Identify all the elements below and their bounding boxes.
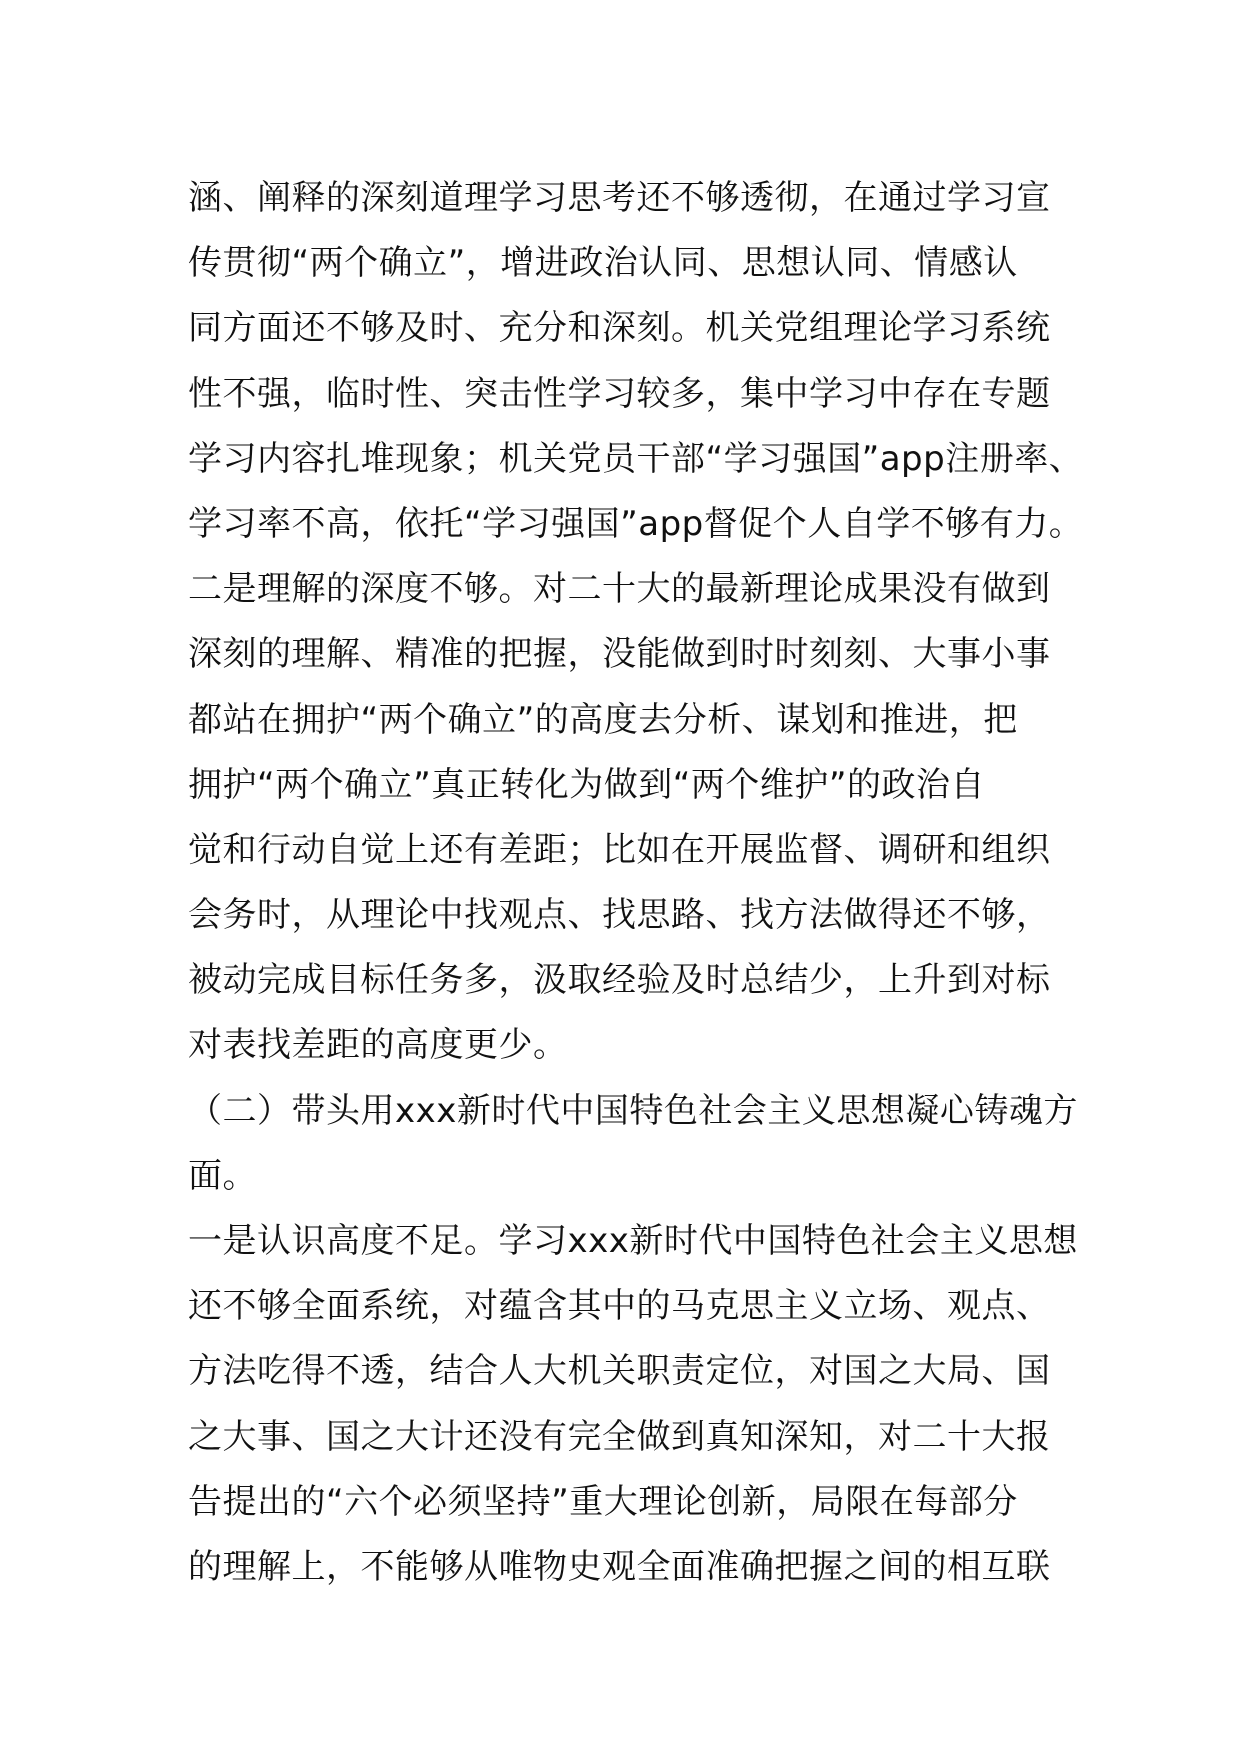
text-line: 还不够全面系统，对蕴含其中的马克思主义立场、观点、 — [188, 1286, 1051, 1327]
body-text — [188, 166, 1088, 1600]
text-line: 二是理解的深度不够。对二十大的最新理论成果没有做到 — [188, 569, 1051, 610]
section-heading: 面。 — [188, 1155, 257, 1196]
text-line: 方法吃得不透，结合人大机关职责定位，对国之大局、国 — [188, 1351, 1051, 1392]
text-line: 学习内容扎堆现象；机关党员干部“学习强国”app注册率、 — [188, 438, 1084, 479]
text-line: 告提出的“六个必须坚持”重大理论创新，局限在每部分 — [188, 1481, 1018, 1522]
text-line: 会务时，从理论中找观点、找思路、找方法做得还不够， — [188, 895, 1051, 936]
text-line: 性不强，临时性、突击性学习较多，集中学习中存在专题 — [188, 373, 1051, 414]
text-line: 学习率不高，依托“学习强国”app督促个人自学不够有力。 — [188, 503, 1084, 544]
text-line: 拥护“两个确立”真正转化为做到“两个维护”的政治自 — [188, 764, 985, 805]
text-line: 同方面还不够及时、充分和深刻。机关党组理论学习系统 — [188, 308, 1051, 349]
section-heading: （二）带头用xxx新时代中国特色社会主义思想凝心铸魂方 — [188, 1090, 1078, 1131]
text-line: 涵、阐释的深刻道理学习思考还不够透彻，在通过学习宣 — [188, 178, 1051, 218]
text-line: 之大事、国之大计还没有完全做到真知深知，对二十大报 — [188, 1416, 1051, 1457]
text-line: 都站在拥护“两个确立”的高度去分析、谋划和推进，把 — [188, 699, 1018, 740]
text-line: 被动完成目标任务多，汲取经验及时总结少，上升到对标 — [188, 960, 1051, 1001]
text-line: 一是认识高度不足。学习xxx新时代中国特色社会主义思想 — [188, 1221, 1078, 1261]
text-line: 传贯彻“两个确立”，增进政治认同、思想认同、情感认 — [188, 243, 1018, 284]
text-line: 的理解上，不能够从唯物史观全面准确把握之间的相互联 — [188, 1546, 1051, 1587]
text-line: 深刻的理解、精准的把握，没能做到时时刻刻、大事小事 — [188, 634, 1051, 675]
text-line: 对表找差距的高度更少。 — [188, 1025, 568, 1066]
text-line: 觉和行动自觉上还有差距；比如在开展监督、调研和组织 — [188, 829, 1051, 870]
